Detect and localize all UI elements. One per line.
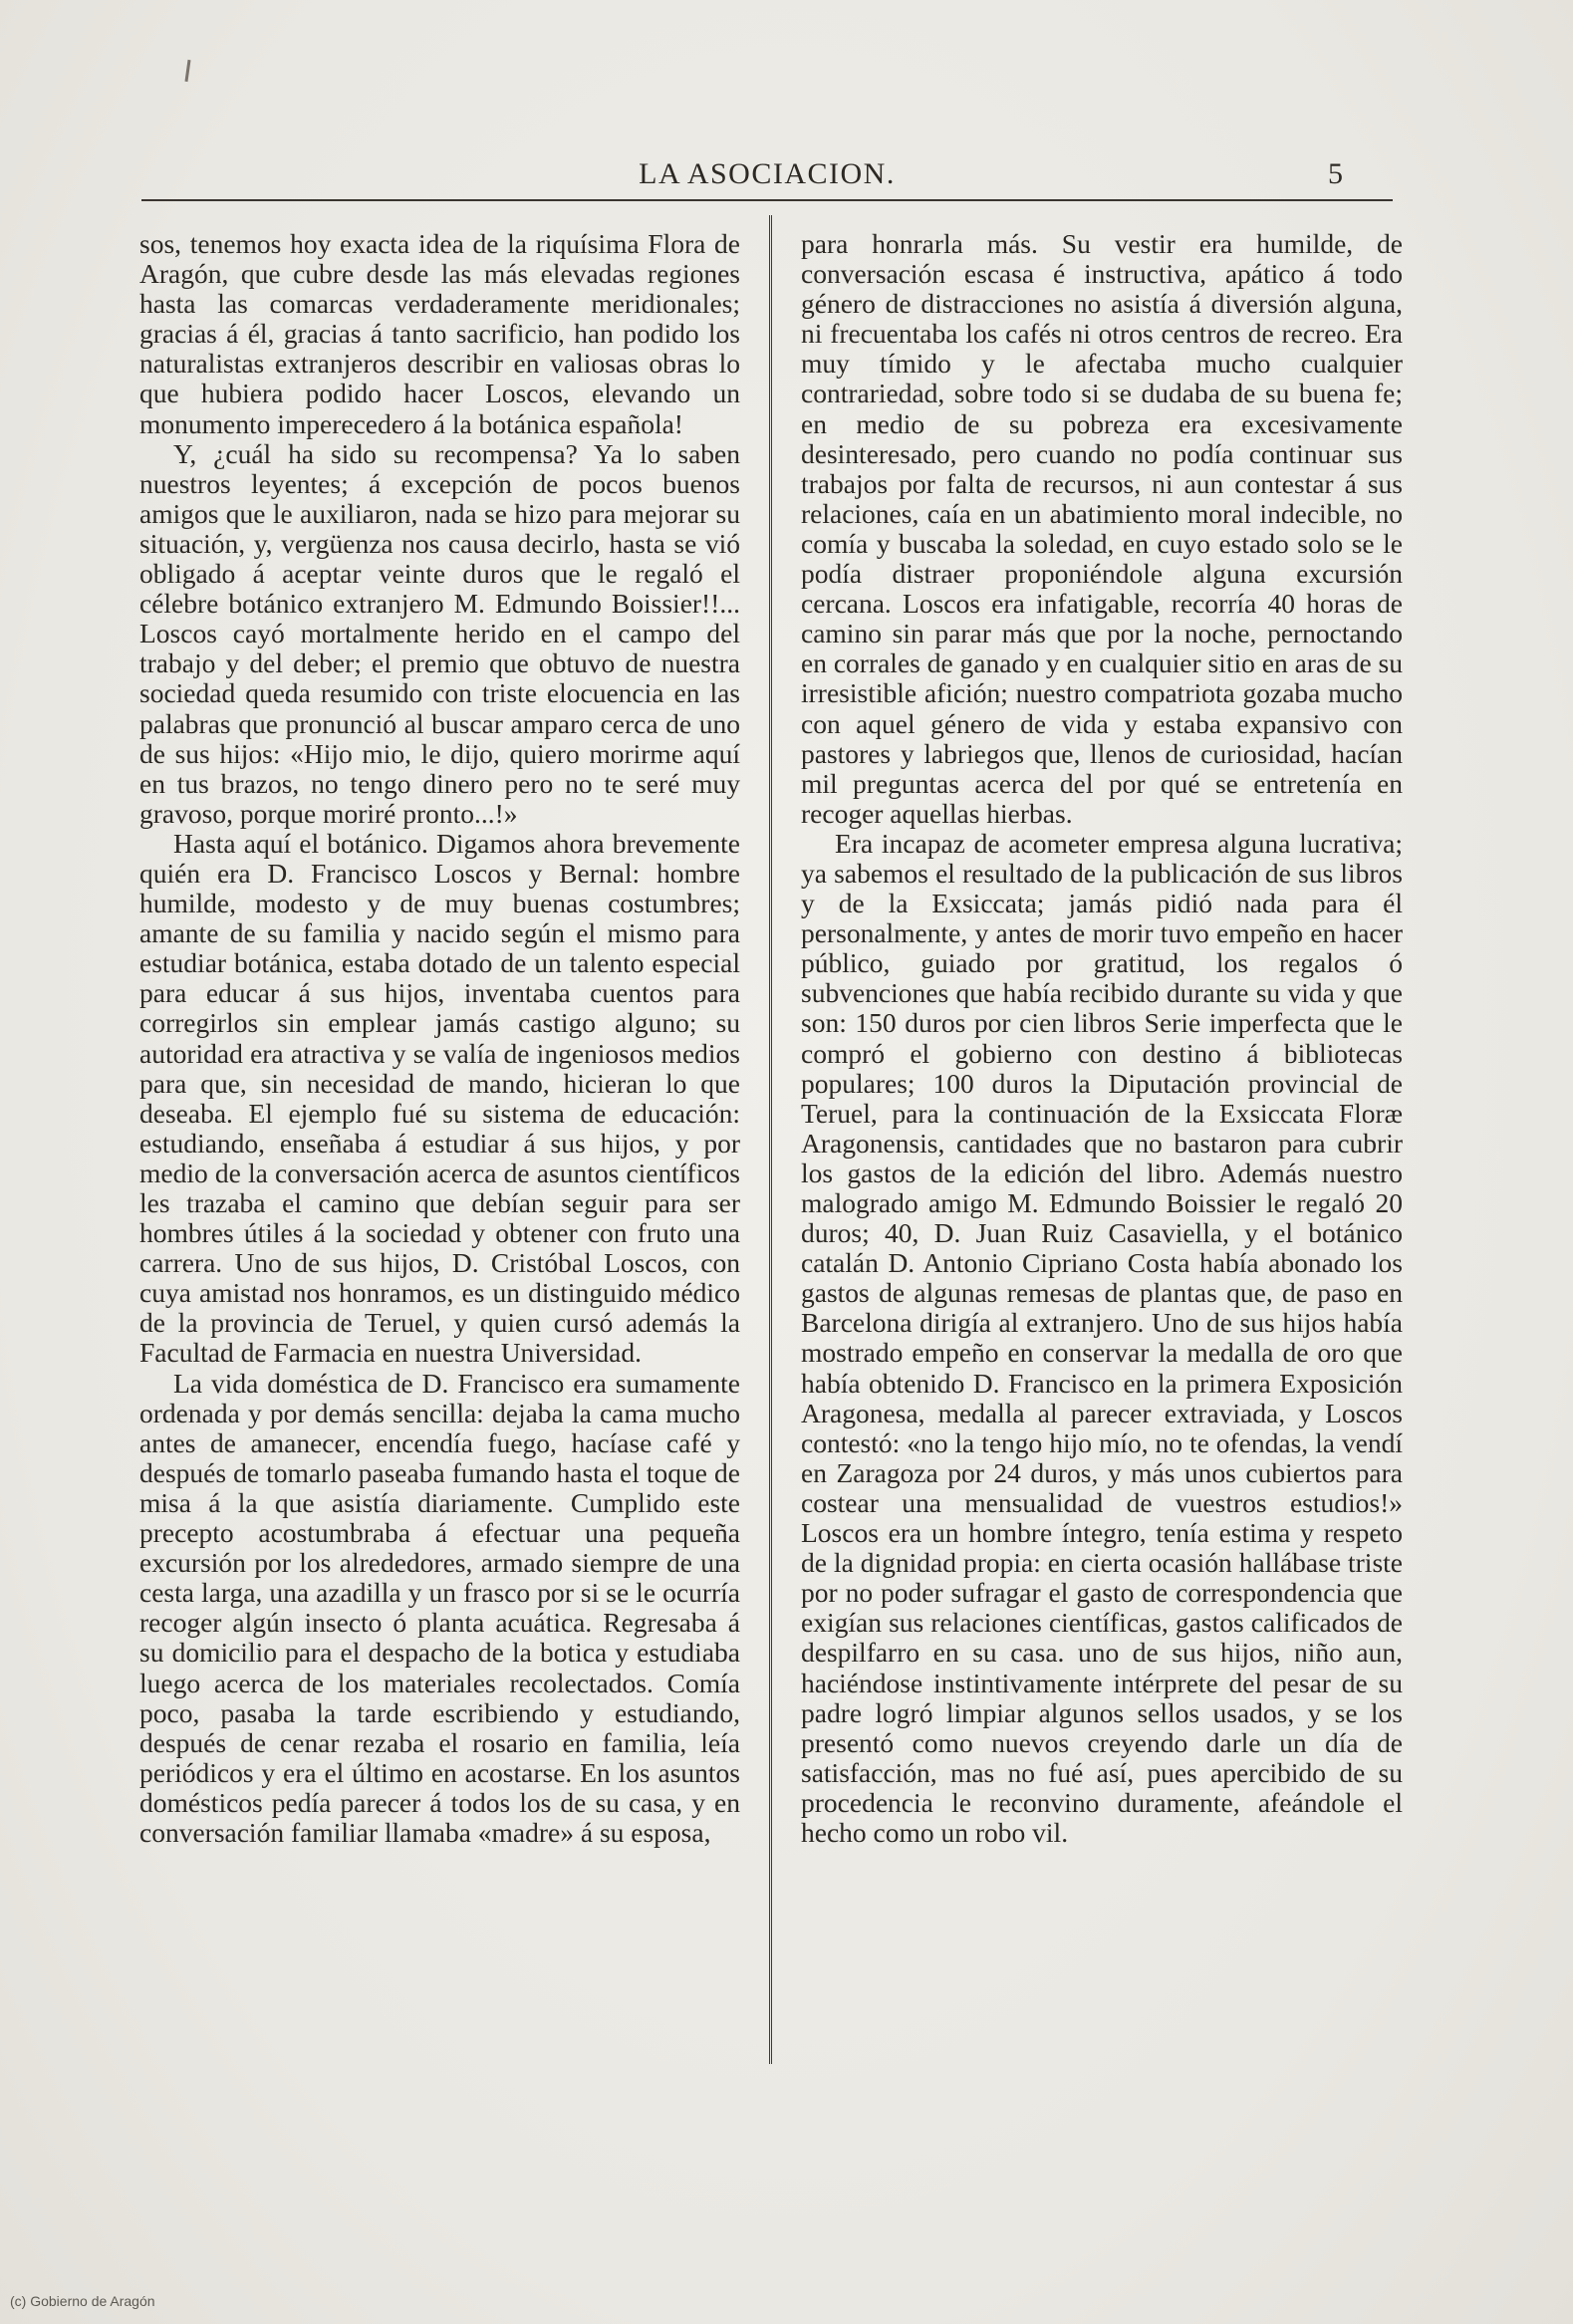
left-column <box>139 229 740 1848</box>
paragraph: para honrarla más. Su vestir era humilde, de conversación escasa é instructiva, apático á todo género de distracciones no asistía á diversión alguna, ni frecuentaba los cafés ni otros centros de recreo. Era muy tímido y le afectaba mucho cualquier contrariedad, sobre todo si se dudaba de su buena fe; en medio de su pobreza era excesivamente desinteresado, pero cuando no podía continuar sus trabajos por falta de recursos, ni aun contestar á sus relaciones, caía en un abatimiento moral indecible, no comía y buscaba la soledad, en cuyo estado solo se le podía distraer proponiéndole alguna excursión cercana. Loscos era infatigable, recorría 40 horas de camino sin parar más que por la noche, pernoctando en corrales de ganado y en cualquier sitio en aras de su irresistible afición; nuestro compatriota gozaba mucho con aquel género de vida y estaba expansivo con pastores y labriegos que, llenos de curiosidad, hacían mil preguntas acerca del por qué se entretenía en recoger aquellas hierbas. <box>801 228 1403 829</box>
paragraph: La vida doméstica de D. Francisco era sumamente ordenada y por demás sencilla: dejaba la cama mucho antes de amanecer, encendía fuego, hacíase café y después de tomarlo paseaba fumando hasta el toque de misa á la que asistía diariamente. Cumplido este precepto acostumbraba á efectuar una pequeña excursión por los alrededores, armado siempre de una cesta larga, una azadilla y un frasco por si se le ocurría recoger algún insecto ó planta acuática. Regresaba á su domicilio para el despacho de la botica y estudiaba luego acerca de los materiales recolectados. Comía poco, pasaba la tarde escribiendo y estudiando, después de cenar rezaba el rosario en familia, leía periódicos y era el último en acostarse. En los asuntos domésticos pedía parecer á todos los de su casa, y en conversación familiar llamaba «madre» á su esposa, <box>139 1367 740 1848</box>
page-header <box>141 157 1393 197</box>
paragraph: Era incapaz de acometer empresa alguna lucrativa; ya sabemos el resultado de la publicación de sus libros y de la Exsiccata; jamás pidió nada para él personalmente, y antes de morir tuvo empeño en hacer público, guiado por gratitud, los regalos ó subvenciones que había recibido durante su vida y que son: 150 duros por cien libros Serie imperfecta que le compró el gobierno con destino á bibliotecas populares; 100 duros la Diputación provincial de Teruel, para la continuación de la Exsiccata Floræ Aragonensis, cantidades que no bastaron para cubrir los gastos de la edición del libro. Además nuestro malogrado amigo M. Edmundo Boissier le regaló 20 duros; 40, D. Juan Ruiz Casaviella, y el botánico catalán D. Antonio Cipriano Costa había abonado los gastos de algunas remesas de plantas que, de paso en Barcelona dirigía al extranjero. Uno de sus hijos había mostrado empeño en conservar la medalla de oro que había obtenido D. Francisco en la primera Exposición Aragonesa, medalla al parecer extraviada, y Loscos contestó: «no la tengo hijo mío, no te ofendas, la vendí en Zaragoza por 24 duros, y más unos cubiertos para costear una mensualidad de vuestros estudios!» Loscos era un hombre íntegro, tenía estima y respeto de la dignidad propia: en cierta ocasión hallábase triste por no poder sufragar el gasto de correspondencia que exigían sus relaciones científicas, gastos calificados de despilfarro en su casa. uno de sus hijos, niño aun, haciéndose instintivamente intérprete del pesar de su padre logró limpiar algunos sellos usados, y se los presentó como nuevos creyendo darle un día de satisfacción, mas no fué así, pues apercibido de su procedencia le reconvino duramente, afeándole el hecho como un robo vil. <box>801 827 1403 1848</box>
header-rule <box>141 199 1393 201</box>
paragraph: Y, ¿cuál ha sido su recompensa? Ya lo saben nuestros leyentes; á excepción de pocos buenos amigos que le auxiliaron, nada se hizo para mejorar su situación, y, vergüenza nos causa decirlo, hasta se vió obligado á aceptar veinte duros que le regaló el célebre botánico extranjero M. Edmundo Boissier!!... Loscos cayó mortalmente herido en el campo del trabajo y del deber; el premio que obtuvo de nuestra sociedad queda resumido con triste elocuencia en las palabras que pronunció al buscar amparo cerca de uno de sus hijos: «Hijo mio, le dijo, quiero morirme aquí en tus brazos, no tengo dinero pero no te seré muy gravoso, porque moriré pronto...!» <box>139 437 740 829</box>
paragraph: Hasta aquí el botánico. Digamos ahora brevemente quién era D. Francisco Loscos y Bernal: hombre humilde, modesto y de muy buenas costumbres; amante de su familia y nacido según el mismo para estudiar botánica, estaba dotado de un talento especial para educar á sus hijos, inventaba cuentos para corregirlos sin emplear jamás castigo alguno; su autoridad era atractiva y se valía de ingeniosos medios para que, sin necesidad de mando, hicieran lo que deseaba. El ejemplo fué su sistema de educación: estudiando, enseñaba á estudiar á sus hijos, y por medio de la conversación acerca de asuntos científicos les trazaba el camino que debían seguir para ser hombres útiles á la sociedad y obtener con fruto una carrera. Uno de sus hijos, D. Cristóbal Loscos, con cuya amistad nos honramos, es un distinguido médico de la provincia de Teruel, y quien cursó además la Facultad de Farmacia en nuestra Universidad. <box>139 827 740 1369</box>
column-divider <box>769 215 772 2064</box>
copyright-credit: (c) Gobierno de Aragón <box>10 2293 155 2309</box>
paragraph: sos, tenemos hoy exacta idea de la riquísima Flora de Aragón, que cubre desde las más elevadas regiones hasta las comarcas verdaderamente meridionales; gracias á él, gracias á tanto sacrificio, han podido los naturalistas extranjeros describir en valiosas obras lo que hubiera podido hacer Loscos, elevando un monumento imperecedero á la botánica española! <box>139 228 740 439</box>
ink-mark <box>184 60 190 82</box>
right-column <box>801 229 1403 1848</box>
page-number: 5 <box>1328 157 1343 190</box>
running-title: LA ASOCIACION. <box>639 157 896 190</box>
